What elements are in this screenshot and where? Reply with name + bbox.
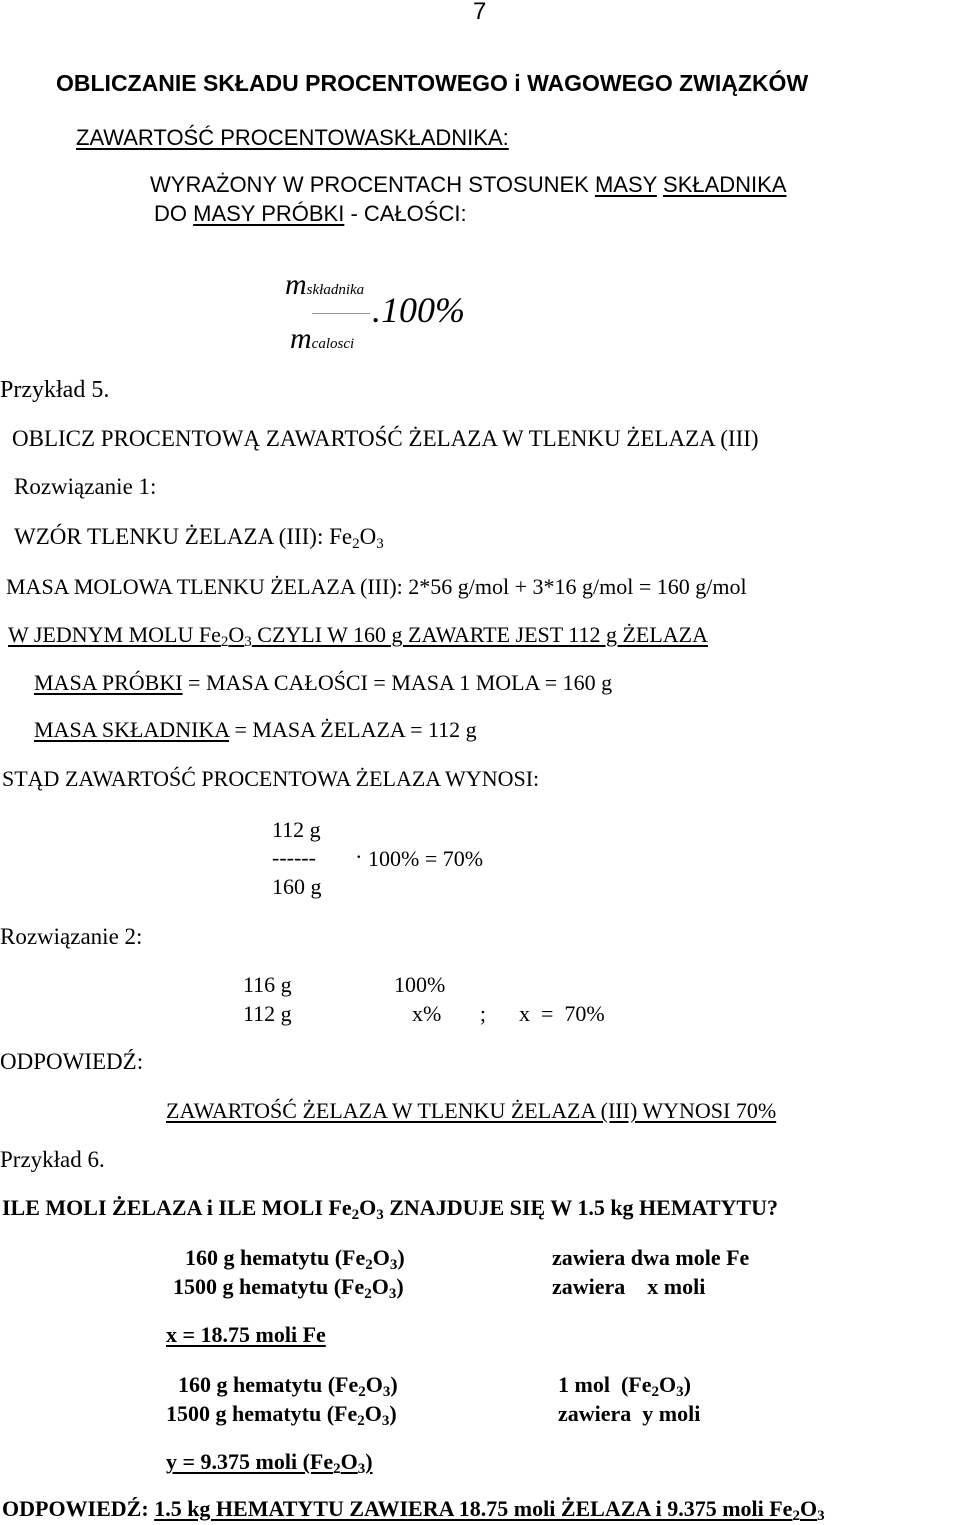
subscript-3: 3 [389,1257,398,1273]
subscript-2: 2 [364,1286,372,1302]
subscript-2: 2 [651,1384,659,1400]
close-paren: ) [389,1401,397,1426]
hematite-row-1-left [185,1245,405,1271]
answer-5-label: ODPOWIEDŹ: [0,1049,144,1074]
sample-mass-label: MASA PRÓBKI [34,670,183,695]
oxygen-symbol: O [365,1372,383,1397]
row-text: 1500 g hematytu (Fe [166,1401,358,1426]
question-rest: ZNAJDUJE SIĘ W 1.5 kg HEMATYTU? [383,1195,778,1220]
formula-num-sub: składnika [306,282,365,298]
answer-5-text: ZAWARTOŚĆ ŻELAZA W TLENKU ŻELAZA (III) WYNOSI 70% [166,1098,777,1123]
y-result-text: y = 9.375 moli (Fe [166,1449,334,1474]
solution-2-label: Rozwiązanie 2: [0,924,143,949]
hematite-row-2-left [173,1274,404,1300]
row-text: 1 mol (Fe [558,1372,652,1397]
hematite-row-4-right: zawiera y moli [558,1401,701,1426]
oxygen-symbol: O [364,1401,382,1426]
hematite-row-3-left [178,1372,398,1398]
hematite-row-4-left [166,1401,397,1427]
formula-m-bottom: m [290,322,312,355]
proportion-left-2: 112 g [243,1001,292,1026]
definition-line-1 [150,172,787,198]
close-paren: ) [365,1449,373,1474]
subscript-3: 3 [388,1286,397,1302]
oxygen-symbol: O [359,1195,377,1220]
subscript-2: 2 [352,536,360,552]
definition-underlined-masy-probki: MASY PRÓBKI [193,201,345,226]
definition-underlined-masy: MASY [594,172,657,197]
definition-text: WYRAŻONY W PROCENTACH STOSUNEK [150,172,595,197]
hematite-row-3-right [558,1372,691,1398]
formula-multiplier: .100% [372,290,465,330]
subscript-2: 2 [357,1413,365,1429]
molar-mass-line: MASA MOLOWA TLENKU ŻELAZA (III): 2*56 g/mol + 3*16 g/mol = 160 g/mol [6,574,747,599]
formula-denominator [290,322,354,356]
oxygen-symbol: O [371,1274,389,1299]
formula-numerator [285,268,364,302]
subscript-2: 2 [220,634,229,650]
close-paren: ) [683,1372,691,1397]
subscript-2: 2 [365,1257,373,1273]
formula-fraction-line [312,313,370,314]
subscript-3: 3 [244,634,252,650]
subscript-2: 2 [358,1384,366,1400]
example-5-task: OBLICZ PROCENTOWĄ ZAWARTOŚĆ ŻELAZA W TLENKU ŻELAZA (III) [12,426,759,451]
hence-line: STĄD ZAWARTOŚĆ PROCENTOWA ŻELAZA WYNOSI: [2,766,540,791]
definition-heading: ZAWARTOŚĆ PROCENTOWASKŁADNIKA: [76,125,509,150]
document-title: OBLICZANIE SKŁADU PROCENTOWEGO i WAGOWEGO ZWIĄZKÓW [56,70,809,96]
subscript-2: 2 [333,1461,341,1477]
close-paren: ) [390,1372,398,1397]
answer-6-label: ODPOWIEDŹ: [2,1496,155,1521]
subscript-3: 3 [376,1207,384,1223]
close-paren: ) [397,1245,405,1270]
oxygen-symbol: O [359,524,377,549]
component-mass-rest: = MASA ŻELAZA = 112 g [228,717,477,742]
proportion-right-1: 100% [394,972,446,997]
proportion-right-2: x% ; x = 70% [412,1001,605,1026]
oxygen-symbol: O [372,1245,390,1270]
hematite-row-1-right: zawiera dwa mole Fe [552,1245,750,1270]
definition-line-2 [154,201,467,227]
oxygen-symbol: O [228,622,245,647]
subscript-3: 3 [357,1461,366,1477]
definition-text-calosci: - CAŁOŚCI: [344,201,467,226]
calc-result: 100% = 70% [368,846,484,871]
subscript-3: 3 [381,1413,390,1429]
subscript-3: 3 [676,1384,684,1400]
answer-6-text [154,1496,825,1524]
question-text: ILE MOLI ŻELAZA i ILE MOLI Fe [2,1195,352,1220]
formula-m-top: m [285,268,307,301]
sample-mass-rest: = MASA CAŁOŚCI = MASA 1 MOLA = 160 g [182,670,613,695]
subscript-2: 2 [792,1508,800,1524]
oxygen-symbol: O [799,1496,818,1521]
example-5-label: Przykład 5. [0,377,110,403]
row-text: 160 g hematytu (Fe [185,1245,366,1270]
subscript-3: 3 [376,536,384,552]
subscript-3: 3 [382,1384,391,1400]
one-mole-text: W JEDNYM MOLU Fe [8,622,221,647]
sample-mass-line [34,670,612,696]
definition-text-do: DO [154,201,194,226]
subscript-2: 2 [351,1207,360,1223]
component-mass-line [34,717,477,743]
oxygen-symbol: O [340,1449,358,1474]
oxide-formula-text: WZÓR TLENKU ŻELAZA (III): Fe [14,524,353,549]
answer-6-body: 1.5 kg HEMATYTU ZAWIERA 18.75 moli ŻELAZA i 9.375 moli Fe [154,1496,793,1521]
calc-dot: . [356,838,362,863]
x-result: x = 18.75 moli Fe [166,1322,326,1347]
example-6-question [2,1195,778,1221]
formula-den-sub: calosci [311,336,355,352]
row-text: 160 g hematytu (Fe [178,1372,359,1397]
oxygen-symbol: O [658,1372,677,1397]
page-number: 7 [473,0,487,25]
calc-denominator: 160 g [272,874,322,899]
one-mole-rest: CZYLI W 160 g ZAWARTE JEST 112 g ŻELAZA [251,622,708,647]
answer-6-line [2,1496,825,1522]
definition-underlined-skladnika: SKŁADNIKA [663,172,787,197]
row-text: 1500 g hematytu (Fe [173,1274,365,1299]
y-result [166,1449,373,1475]
proportion-left-1: 116 g [243,972,292,997]
one-mole-line [8,622,708,648]
calc-fraction-line: ------ [272,845,316,870]
calc-numerator: 112 g [272,817,321,842]
subscript-3: 3 [817,1508,825,1524]
hematite-row-2-right: zawiera x moli [552,1274,706,1299]
close-paren: ) [396,1274,404,1299]
component-mass-label: MASA SKŁADNIKA [34,717,229,742]
example-6-label: Przykład 6. [0,1147,105,1172]
oxide-formula-line [14,524,384,550]
solution-1-label: Rozwiązanie 1: [14,474,157,499]
